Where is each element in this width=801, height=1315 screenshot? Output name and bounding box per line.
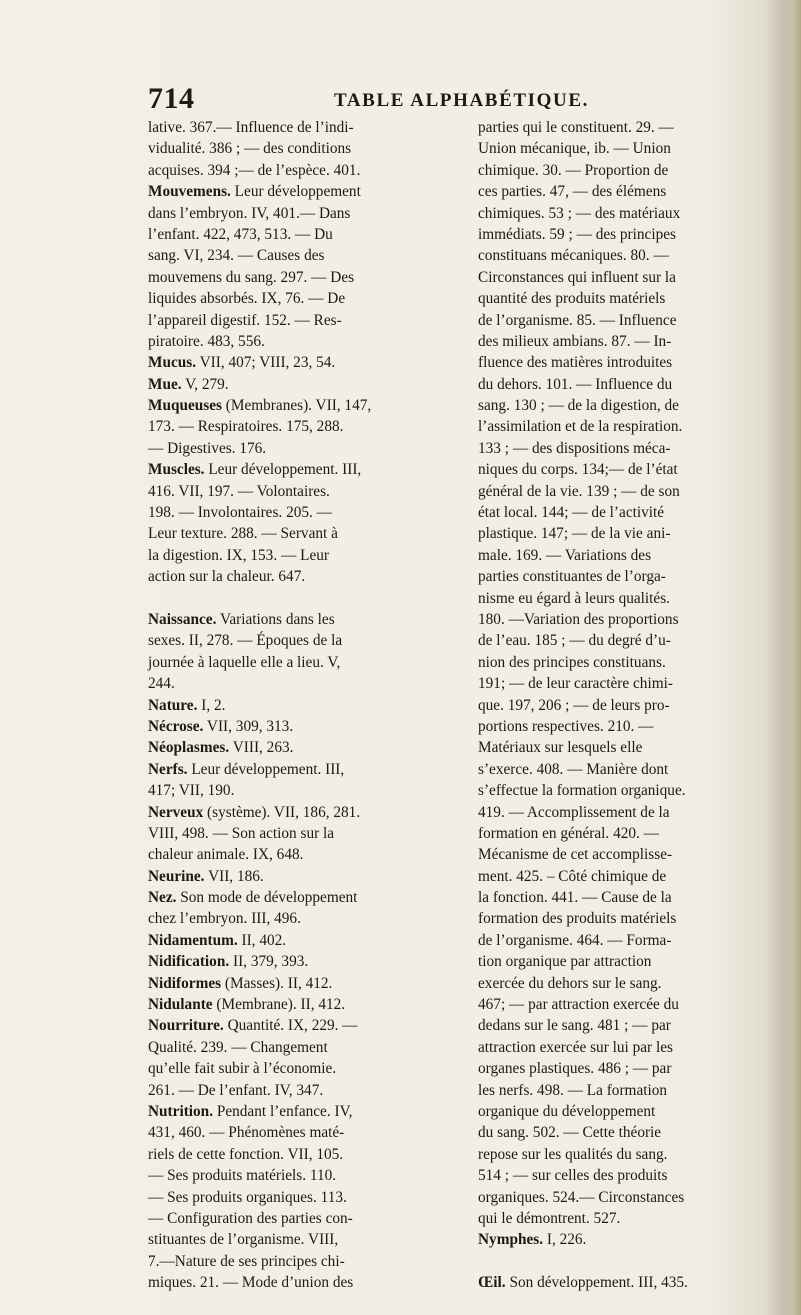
index-entry-continuation	[478, 395, 778, 416]
index-entry-continuation	[478, 994, 778, 1015]
index-entry	[148, 951, 448, 972]
entry-text: général de la vie. 139 ; — de son	[478, 482, 680, 500]
entry-heading: Nidulante	[148, 996, 213, 1014]
index-entry-continuation	[148, 117, 448, 138]
entry-text: quantité des produits matériels	[478, 290, 666, 308]
index-entry-continuation	[148, 780, 448, 801]
entry-text: l’assimilation et de la respiration.	[478, 418, 683, 436]
entry-heading: Nécrose.	[148, 717, 204, 735]
index-entry-continuation	[478, 416, 778, 437]
index-entry-continuation	[478, 224, 778, 245]
index-entry	[148, 352, 448, 373]
index-entry-continuation	[478, 181, 778, 202]
index-entry-continuation	[478, 203, 778, 224]
entry-text: s’effectue la formation organique.	[478, 782, 686, 800]
index-entry-continuation	[478, 737, 778, 758]
blank-line	[478, 1251, 778, 1272]
entry-text: la fonction. 441. — Cause de la	[478, 889, 672, 907]
index-entry-continuation	[148, 310, 448, 331]
index-entry	[148, 866, 448, 887]
entry-text: organiques. 524.— Circonstances	[478, 1188, 685, 1206]
entry-text: 173. — Respiratoires. 175, 288.	[148, 418, 344, 436]
entry-text: que. 197, 206 ; — de leurs pro-	[478, 696, 670, 714]
entry-text: 417; VII, 190.	[148, 782, 235, 800]
index-entry	[148, 802, 448, 823]
entry-heading: Mue.	[148, 375, 182, 393]
index-entry-continuation	[478, 502, 778, 523]
index-entry	[148, 887, 448, 908]
index-entry	[148, 759, 448, 780]
index-entry-continuation	[478, 1144, 778, 1165]
entry-text: plastique. 147; — de la vie ani-	[478, 525, 671, 543]
entry-text: de l’eau. 185 ; — du degré d’u-	[478, 632, 671, 650]
index-entry-continuation	[478, 588, 778, 609]
entry-text: état local. 144; — de l’activité	[478, 504, 665, 522]
entry-heading: Muqueuses	[148, 397, 222, 415]
entry-text: miques. 21. — Mode d’union des	[148, 1274, 354, 1292]
entry-text: chaleur animale. IX, 648.	[148, 846, 304, 864]
index-entry-continuation	[478, 1058, 778, 1079]
index-entry-continuation	[148, 138, 448, 159]
index-entry-continuation	[478, 160, 778, 181]
entry-heading: Nerveux	[148, 803, 204, 821]
index-entry	[478, 1229, 778, 1250]
entry-text: Leur développement	[230, 183, 361, 201]
entry-text: tion organique par attraction	[478, 953, 652, 971]
index-entry	[148, 395, 448, 416]
index-entry-continuation	[148, 1058, 448, 1079]
index-entry-continuation	[478, 1015, 778, 1036]
entry-text: Leur texture. 288. — Servant à	[148, 525, 338, 543]
entry-text: 261. — De l’enfant. IV, 347.	[148, 1081, 324, 1099]
entry-text: action sur la chaleur. 647.	[148, 568, 306, 586]
entry-text: — Ses produits matériels. 110.	[148, 1167, 337, 1185]
index-entry	[148, 459, 448, 480]
entry-text: 7.—Nature de ses principes chi-	[148, 1252, 345, 1270]
index-entry-continuation	[478, 609, 778, 630]
entry-text: Union mécanique, ib. — Union	[478, 140, 671, 158]
entry-heading: Nymphes.	[478, 1231, 544, 1249]
entry-text: 514 ; — sur celles des produits	[478, 1167, 668, 1185]
index-entry-continuation	[478, 1037, 778, 1058]
index-entry-continuation	[478, 759, 778, 780]
index-entry-continuation	[148, 1122, 448, 1143]
entry-text: l’appareil digestif. 152. — Res-	[148, 311, 342, 329]
entry-text: de l’organisme. 85. — Influence	[478, 311, 677, 329]
running-title: TABLE ALPHABÉTIQUE.	[334, 90, 589, 111]
index-entry-continuation	[148, 1144, 448, 1165]
index-column-right	[478, 117, 778, 1293]
index-entry-continuation	[478, 780, 778, 801]
entry-text: (Membrane). II, 412.	[212, 996, 346, 1014]
index-entry-continuation	[478, 523, 778, 544]
entry-text: (système). VII, 186, 281.	[203, 803, 361, 821]
index-entry	[148, 609, 448, 630]
entry-heading: Nerfs.	[148, 760, 188, 778]
entry-text: immédiats. 59 ; — des principes	[478, 225, 676, 243]
index-entry-continuation	[478, 802, 778, 823]
index-entry-continuation	[478, 310, 778, 331]
entry-text: Leur développement. III,	[204, 461, 362, 479]
entry-text: vidualité. 386 ; — des conditions	[148, 140, 352, 158]
index-entry-continuation	[478, 566, 778, 587]
entry-text: II, 379, 393.	[229, 953, 309, 971]
index-entry	[148, 1015, 448, 1036]
index-entry-continuation	[478, 673, 778, 694]
entry-text: du sang. 502. — Cette théorie	[478, 1124, 662, 1142]
entry-text: acquises. 394 ;— de l’espèce. 401.	[148, 161, 361, 179]
entry-text: piratoire. 483, 556.	[148, 332, 265, 350]
page-number: 714	[148, 82, 195, 115]
entry-text: 467; — par attraction exercée du	[478, 996, 679, 1014]
index-entry-continuation	[478, 245, 778, 266]
index-entry-continuation	[478, 973, 778, 994]
entry-text: du dehors. 101. — Influence du	[478, 375, 673, 393]
index-entry-continuation	[478, 138, 778, 159]
index-entry	[148, 737, 448, 758]
index-entry-continuation	[148, 203, 448, 224]
index-entry-continuation	[478, 866, 778, 887]
index-entry-continuation	[148, 823, 448, 844]
entry-text: qui le démontrent. 527.	[478, 1209, 621, 1227]
entry-text: Quantité. IX, 229. —	[223, 1017, 358, 1035]
entry-text: formation en général. 420. —	[478, 824, 659, 842]
entry-text: I, 226.	[543, 1231, 587, 1249]
entry-text: Qualité. 239. — Changement	[148, 1038, 328, 1056]
index-entry-continuation	[478, 716, 778, 737]
index-entry-continuation	[148, 245, 448, 266]
entry-text: I, 2.	[197, 696, 226, 714]
index-entry-continuation	[148, 844, 448, 865]
entry-text: Leur développement. III,	[187, 760, 345, 778]
index-entry-continuation	[148, 908, 448, 929]
entry-text: qu’elle fait subir à l’économie.	[148, 1060, 337, 1078]
entry-text: journée à laquelle elle a lieu. V,	[148, 653, 341, 671]
index-entry-continuation	[148, 1251, 448, 1272]
blank-line	[148, 588, 448, 609]
index-entry-continuation	[148, 224, 448, 245]
entry-heading: Œil.	[478, 1274, 506, 1292]
index-entry-continuation	[478, 1208, 778, 1229]
index-entry-continuation	[148, 652, 448, 673]
entry-text: (Membranes). VII, 147,	[221, 397, 372, 415]
entry-text: 431, 460. — Phénomènes maté-	[148, 1124, 345, 1142]
entry-text: — Digestives. 176.	[148, 439, 267, 457]
entry-text: — Configuration des parties con-	[148, 1209, 353, 1227]
index-entry-continuation	[478, 908, 778, 929]
index-entry-continuation	[148, 1229, 448, 1250]
entry-text: male. 169. — Variations des	[478, 546, 652, 564]
entry-text: 416. VII, 197. — Volontaires.	[148, 482, 330, 500]
index-entry-continuation	[478, 1187, 778, 1208]
index-entry-continuation	[478, 374, 778, 395]
entry-heading: Nidification.	[148, 953, 230, 971]
index-entry	[148, 1101, 448, 1122]
index-entry-continuation	[148, 1208, 448, 1229]
index-entry-continuation	[478, 951, 778, 972]
index-entry-continuation	[478, 1165, 778, 1186]
index-entry-continuation	[148, 1272, 448, 1293]
index-entry-continuation	[478, 1080, 778, 1101]
entry-heading: Nourriture.	[148, 1017, 224, 1035]
entry-text: 180. —Variation des proportions	[478, 610, 679, 628]
entry-text: Variations dans les	[216, 610, 335, 628]
index-entry-continuation	[148, 1080, 448, 1101]
index-entry-continuation	[478, 695, 778, 716]
entry-text: Son développement. III, 435.	[505, 1274, 688, 1292]
index-entry-continuation	[478, 267, 778, 288]
index-entry-continuation	[148, 523, 448, 544]
entry-text: V, 279.	[181, 375, 229, 393]
entry-text: dans l’embryon. IV, 401.— Dans	[148, 204, 351, 222]
entry-text: fluence des matières introduites	[478, 354, 673, 372]
index-entry-continuation	[478, 652, 778, 673]
entry-text: — Ses produits organiques. 113.	[148, 1188, 347, 1206]
entry-text: 244.	[148, 675, 175, 693]
index-entry-continuation	[148, 481, 448, 502]
entry-text: 191; — de leur caractère chimi-	[478, 675, 673, 693]
entry-text: repose sur les qualités du sang.	[478, 1145, 668, 1163]
entry-text: sang. VI, 234. — Causes des	[148, 247, 325, 265]
entry-text: Circonstances qui influent sur la	[478, 268, 676, 286]
entry-heading: Nez.	[148, 889, 177, 907]
entry-text: constituans mécaniques. 80. —	[478, 247, 669, 265]
entry-text: VII, 186.	[204, 867, 264, 885]
entry-text: Mécanisme de cet accomplisse-	[478, 846, 673, 864]
index-entry-continuation	[148, 160, 448, 181]
entry-text: les nerfs. 498. — La formation	[478, 1081, 668, 1099]
index-entry-continuation	[148, 1165, 448, 1186]
entry-text: portions respectives. 210. —	[478, 717, 654, 735]
entry-heading: Neurine.	[148, 867, 205, 885]
index-entry	[478, 1272, 778, 1293]
index-entry	[148, 716, 448, 737]
entry-text: exercée du dehors sur le sang.	[478, 974, 662, 992]
index-entry-continuation	[148, 502, 448, 523]
entry-heading: Néoplasmes.	[148, 739, 230, 757]
entry-text: parties qui le constituent. 29. —	[478, 119, 674, 136]
index-entry-continuation	[478, 331, 778, 352]
entry-text: VII, 309, 313.	[203, 717, 294, 735]
index-entry-continuation	[478, 288, 778, 309]
entry-text: nisme eu égard à leurs qualités.	[478, 589, 670, 607]
entry-text: stituantes de l’organisme. VIII,	[148, 1231, 339, 1249]
index-entry-continuation	[478, 844, 778, 865]
index-entry-continuation	[148, 630, 448, 651]
index-entry-continuation	[478, 887, 778, 908]
entry-text: VII, 407; VIII, 23, 54.	[196, 354, 336, 372]
index-entry-continuation	[478, 117, 778, 138]
index-entry-continuation	[478, 1122, 778, 1143]
entry-heading: Mouvemens.	[148, 183, 231, 201]
index-entry-continuation	[148, 416, 448, 437]
index-entry-continuation	[478, 352, 778, 373]
entry-heading: Nutrition.	[148, 1102, 214, 1120]
entry-text: 419. — Accomplissement de la	[478, 803, 670, 821]
entry-text: chimiques. 53 ; — des matériaux	[478, 204, 681, 222]
entry-text: Pendant l’enfance. IV,	[213, 1102, 353, 1120]
page-header	[148, 82, 708, 118]
entry-text: formation des produits matériels	[478, 910, 677, 928]
index-entry	[148, 181, 448, 202]
index-entry-continuation	[478, 630, 778, 651]
index-entry-continuation	[478, 823, 778, 844]
entry-text: l’enfant. 422, 473, 513. — Du	[148, 225, 333, 243]
index-entry-continuation	[478, 545, 778, 566]
entry-text: sang. 130 ; — de la digestion, de	[478, 397, 679, 415]
index-entry-continuation	[148, 566, 448, 587]
index-column-left	[148, 117, 448, 1293]
index-entry	[148, 973, 448, 994]
entry-text: VIII, 263.	[229, 739, 294, 757]
entry-text: attraction exercée sur lui par les	[478, 1038, 673, 1056]
index-entry-continuation	[148, 673, 448, 694]
entry-text: lative. 367.— Influence de l’indi-	[148, 119, 354, 136]
entry-text: sexes. II, 278. — Époques de la	[148, 632, 343, 650]
entry-text: liquides absorbés. IX, 76. — De	[148, 290, 346, 308]
entry-text: de l’organisme. 464. — Forma-	[478, 931, 672, 949]
entry-text: Matériaux sur lesquels elle	[478, 739, 643, 757]
entry-text: niques du corps. 134;— de l’état	[478, 461, 678, 479]
index-entry-continuation	[478, 459, 778, 480]
entry-text: chimique. 30. — Proportion de	[478, 161, 669, 179]
entry-text: (Masses). II, 412.	[221, 974, 333, 992]
entry-text: VIII, 498. — Son action sur la	[148, 824, 335, 842]
index-entry	[148, 930, 448, 951]
index-entry-continuation	[148, 267, 448, 288]
entry-text: nion des principes constituans.	[478, 653, 666, 671]
entry-text: Son mode de développement	[176, 889, 358, 907]
index-entry-continuation	[148, 1037, 448, 1058]
entry-text: II, 402.	[237, 931, 287, 949]
entry-heading: Nature.	[148, 696, 198, 714]
index-entry	[148, 374, 448, 395]
index-entry-continuation	[478, 1101, 778, 1122]
entry-heading: Muscles.	[148, 461, 205, 479]
index-entry-continuation	[478, 481, 778, 502]
entry-text: 133 ; — des dispositions méca-	[478, 439, 671, 457]
entry-text: ces parties. 47, — des élémens	[478, 183, 667, 201]
entry-heading: Naissance.	[148, 610, 217, 628]
entry-text: parties constituantes de l’orga-	[478, 568, 666, 586]
entry-text: ment. 425. – Côté chimique de	[478, 867, 667, 885]
entry-text: organes plastiques. 486 ; — par	[478, 1060, 672, 1078]
index-entry-continuation	[478, 930, 778, 951]
index-entry	[148, 695, 448, 716]
entry-text: 198. — Involontaires. 205. —	[148, 504, 332, 522]
entry-text: mouvemens du sang. 297. — Des	[148, 268, 355, 286]
index-entry-continuation	[148, 438, 448, 459]
entry-text: dedans sur le sang. 481 ; — par	[478, 1017, 671, 1035]
entry-text: chez l’embryon. III, 496.	[148, 910, 301, 928]
index-entry-continuation	[478, 438, 778, 459]
index-entry	[148, 994, 448, 1015]
index-entry-continuation	[148, 545, 448, 566]
entry-text: riels de cette fonction. VII, 105.	[148, 1145, 344, 1163]
entry-heading: Nidamentum.	[148, 931, 238, 949]
index-entry-continuation	[148, 288, 448, 309]
index-entry-continuation	[148, 1187, 448, 1208]
entry-text: s’exerce. 408. — Manière dont	[478, 760, 669, 778]
index-entry-continuation	[148, 331, 448, 352]
entry-text: organique du développement	[478, 1102, 656, 1120]
entry-text: des milieux ambians. 87. — In-	[478, 332, 672, 350]
entry-text: la digestion. IX, 153. — Leur	[148, 546, 329, 564]
entry-heading: Mucus.	[148, 354, 197, 372]
entry-heading: Nidiformes	[148, 974, 222, 992]
